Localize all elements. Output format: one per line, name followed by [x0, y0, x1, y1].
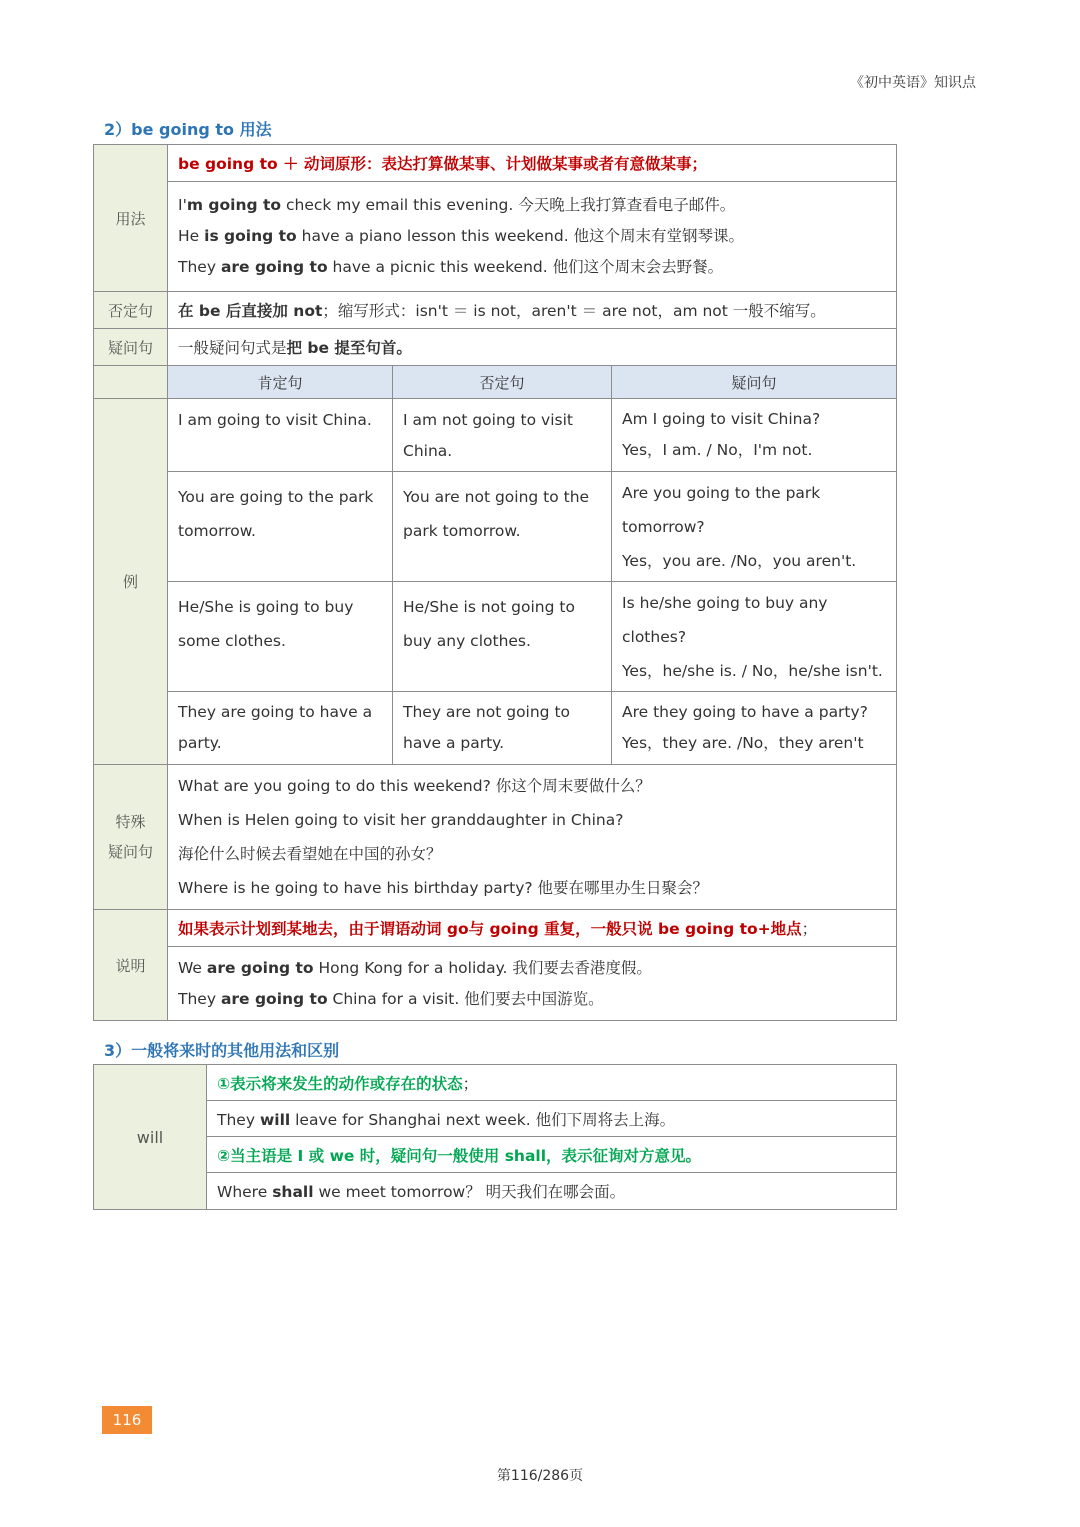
- special-question-examples: What are you going to do this weekend? 你这个周末要做什么？ When is Helen going to visit her granddaughter in China? 海伦什么时候去看望她在中国的孙女？ Where is he going to have his birthday party? 他要在哪里办生日聚会？: [168, 765, 897, 910]
- example-label: 例: [94, 399, 168, 765]
- negative-cell: They are not going to have a party.: [393, 692, 612, 765]
- book-title: 《初中英语》知识点: [850, 75, 976, 91]
- affirmative-cell: They are going to have a party.: [168, 692, 393, 765]
- negative-cell: You are not going to the park tomorrow.: [393, 472, 612, 582]
- usage-rule-formula: be going to ＋ 动词原形: [178, 155, 366, 173]
- will-rule-2: ②当主语是 I 或 we 时，疑问句一般使用 shall，表示征询对方意见。: [207, 1137, 897, 1173]
- question-label: 疑问句: [94, 329, 168, 366]
- usage-examples: [168, 182, 897, 292]
- note-label: 说明: [94, 910, 168, 1021]
- special-question-label: 特殊 疑问句: [94, 765, 168, 910]
- usage-rule-meaning: ：表达打算做某事、计划做某事或者有意做某事；: [365, 155, 707, 173]
- usage-example: I'm going to check my email this evening. 今天晚上我打算查看电子邮件。: [178, 196, 736, 214]
- column-header-question: 疑问句: [612, 366, 897, 399]
- affirmative-cell: I am going to visit China.: [168, 399, 393, 472]
- column-header-affirmative: 肯定句: [168, 366, 393, 399]
- affirmative-cell: You are going to the park tomorrow.: [168, 472, 393, 582]
- column-header-negative: 否定句: [393, 366, 612, 399]
- page-number-badge: 116: [102, 1406, 152, 1434]
- question-cell: Are you going to the park tomorrow? Yes，you are. /No，you aren't.: [612, 472, 897, 582]
- negative-label: 否定句: [94, 292, 168, 329]
- question-cell: Are they going to have a party? Yes，they are. /No，they aren't: [612, 692, 897, 765]
- will-label: will: [94, 1065, 207, 1210]
- note-rule: 如果表示计划到某地去，由于谓语动词 go与 going 重复，一般只说 be going to+地点；: [168, 910, 897, 947]
- negative-rule: 在 be 后直接加 not；缩写形式：isn't ＝ is not，aren't ＝ are not，am not 一般不缩写。: [168, 292, 897, 329]
- section-2-title: 2）be going to 用法: [104, 120, 272, 139]
- usage-example: He is going to have a piano lesson this weekend. 他这个周末有堂钢琴课。: [178, 227, 745, 245]
- note-example: We are going to Hong Kong for a holiday. 我们要去香港度假。: [178, 958, 652, 977]
- negative-cell: He/She is not going to buy any clothes.: [393, 582, 612, 692]
- usage-example: They are going to have a picnic this weekend. 他们这个周末会去野餐。: [178, 258, 724, 276]
- will-rule-1: ①表示将来发生的动作或存在的状态；: [207, 1065, 897, 1101]
- will-table: [93, 1064, 897, 1210]
- question-cell: Am I going to visit China? Yes，I am. / No，I'm not.: [612, 399, 897, 472]
- affirmative-cell: He/She is going to buy some clothes.: [168, 582, 393, 692]
- section-3-title: 3）一般将来时的其他用法和区别: [104, 1041, 340, 1060]
- usage-rule: [168, 145, 897, 182]
- page-footer: 第116/286页: [496, 1468, 584, 1484]
- be-going-to-table: [93, 144, 897, 1021]
- negative-cell: I am not going to visit China.: [393, 399, 612, 472]
- column-header-blank: [94, 366, 168, 399]
- note-examples: [168, 947, 897, 1021]
- question-cell: Is he/she going to buy any clothes? Yes，he/she is. / No，he/she isn't.: [612, 582, 897, 692]
- question-rule: 一般疑问句式是把 be 提至句首。: [168, 329, 897, 366]
- note-example: They are going to China for a visit. 他们要去中国游览。: [178, 989, 604, 1008]
- usage-label: 用法: [94, 145, 168, 292]
- will-example-1: They will leave for Shanghai next week. 他们下周将去上海。: [207, 1101, 897, 1137]
- will-example-2: Where shall we meet tomorrow？ 明天我们在哪会面。: [207, 1173, 897, 1210]
